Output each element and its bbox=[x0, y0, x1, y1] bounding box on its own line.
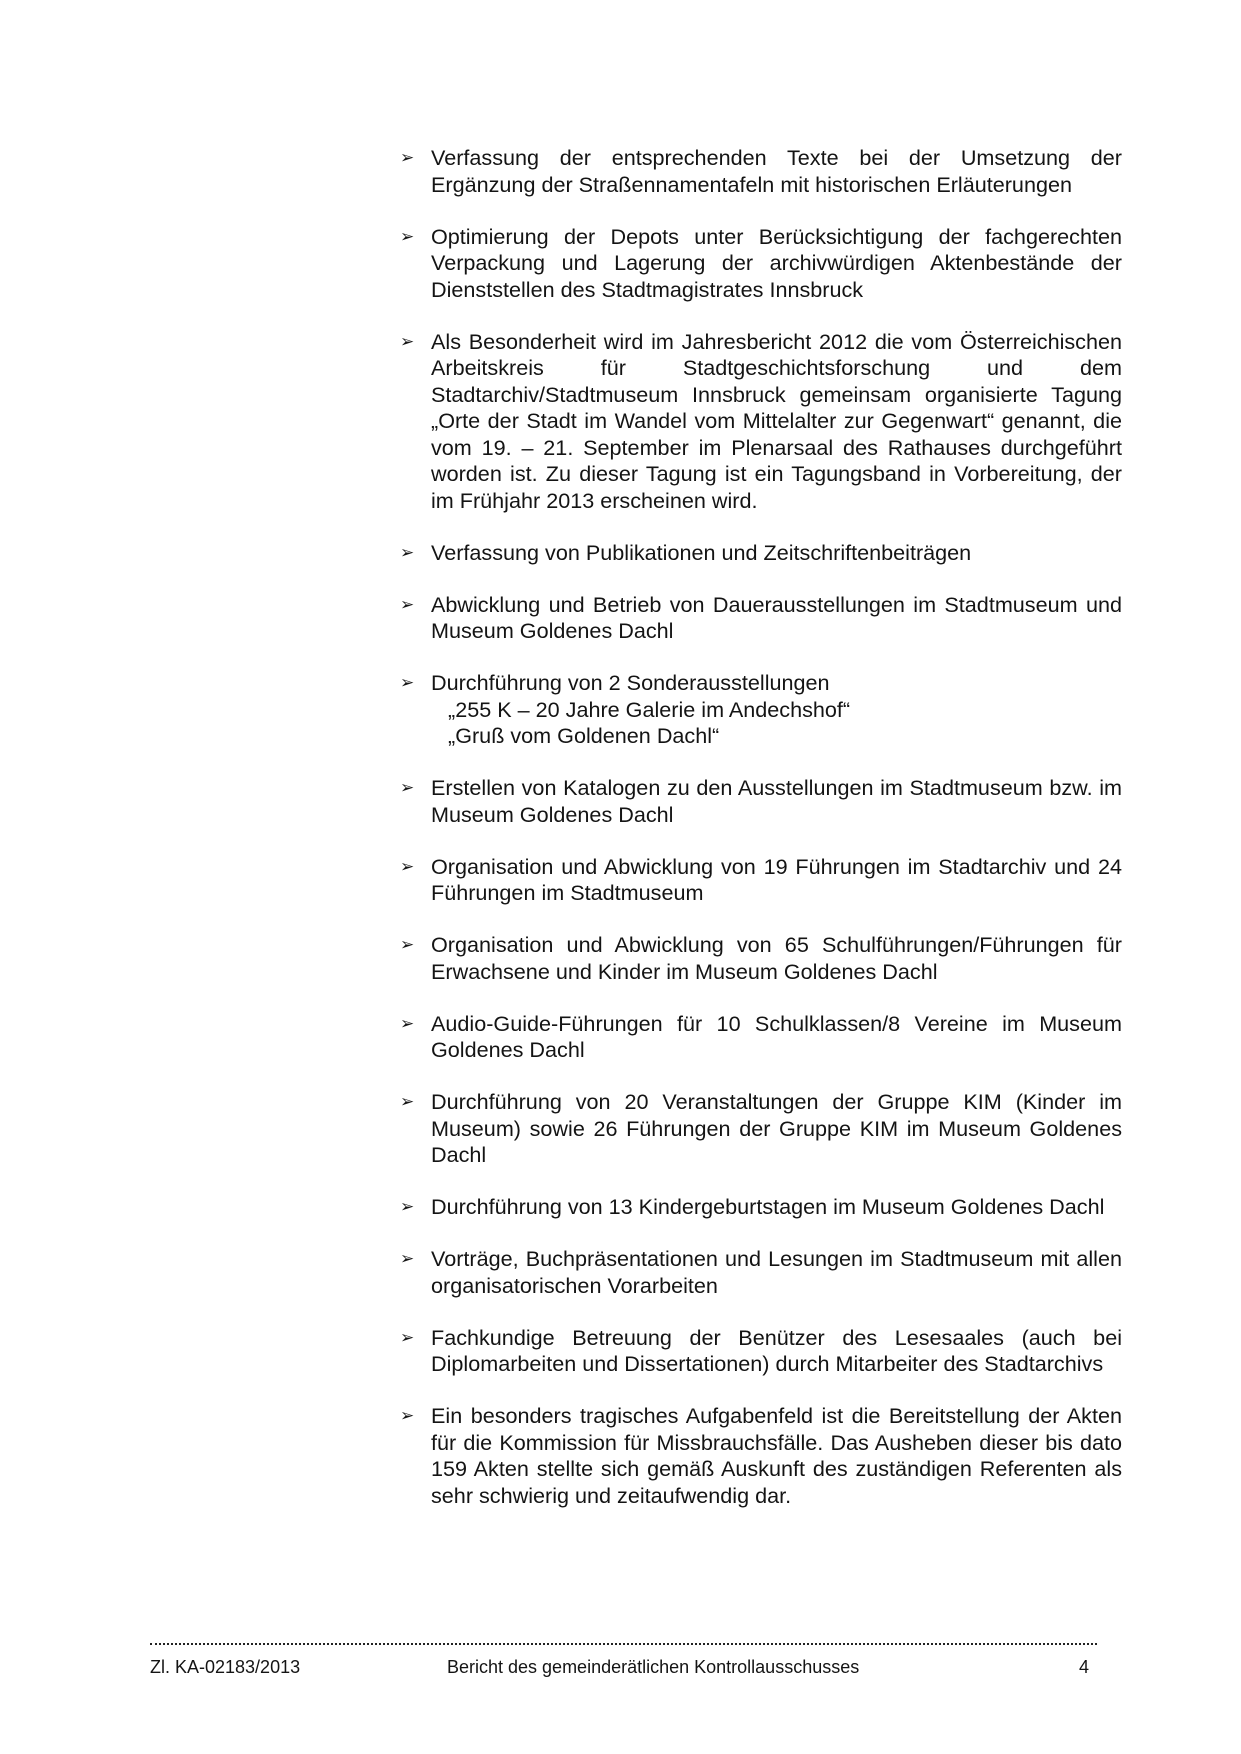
arrow-bullet-icon: ➢ bbox=[400, 856, 415, 876]
arrow-bullet-icon: ➢ bbox=[400, 1013, 415, 1033]
list-item bbox=[400, 1011, 1122, 1064]
list-item bbox=[400, 1089, 1122, 1169]
list-item-text: Durchführung von 13 Kindergeburtstagen im Museum Goldenes Dachl bbox=[431, 1194, 1105, 1219]
list-item-text: Fachkundige Betreuung der Benützer des Lesesaales (auch bei Diplomarbeiten und Dissertationen) durch Mitarbeiter des Stadtarchivs bbox=[431, 1324, 1122, 1376]
list-item-text: Abwicklung und Betrieb von Dauerausstellungen im Stadtmuseum und Museum Goldenes Dachl bbox=[431, 591, 1122, 643]
list-item bbox=[400, 224, 1122, 304]
footer-report-title: Bericht des gemeinderätlichen Kontrollausschusses bbox=[447, 1657, 860, 1677]
list-item bbox=[400, 775, 1122, 828]
arrow-bullet-icon: ➢ bbox=[400, 594, 415, 614]
arrow-bullet-icon: ➢ bbox=[400, 331, 415, 351]
list-item-text: Verfassung der entsprechenden Texte bei der Umsetzung der Ergänzung der Straßennamentafeln mit historischen Erläuterungen bbox=[431, 145, 1122, 197]
list-item bbox=[400, 1325, 1122, 1378]
arrow-bullet-icon: ➢ bbox=[400, 778, 415, 797]
arrow-bullet-icon: ➢ bbox=[400, 1327, 415, 1347]
list-item bbox=[400, 592, 1122, 645]
arrow-bullet-icon: ➢ bbox=[400, 542, 415, 562]
arrow-bullet-icon: ➢ bbox=[400, 1406, 415, 1425]
exhibition-title: „255 K – 20 Jahre Galerie im Andechshof“ bbox=[448, 696, 851, 722]
list-item-text: Verfassung von Publikationen und Zeitschriftenbeiträgen bbox=[431, 539, 972, 565]
list-item bbox=[400, 145, 1122, 198]
list-item-text: Durchführung von 20 Veranstaltungen der Gruppe KIM (Kinder im Museum) sowie 26 Führungen der Gruppe KIM im Museum Goldenes Dachl bbox=[431, 1089, 1122, 1167]
list-item bbox=[400, 854, 1122, 907]
exhibition-title: „Gruß vom Goldenen Dachl“ bbox=[448, 723, 720, 748]
page-number: 4 bbox=[1078, 1657, 1089, 1677]
list-item bbox=[400, 1246, 1122, 1299]
list-item-text: Organisation und Abwicklung von 65 Schulführungen/Führungen für Erwachsene und Kinder im Museum Goldenes Dachl bbox=[431, 932, 1122, 984]
list-item bbox=[400, 1194, 1122, 1221]
arrow-bullet-icon: ➢ bbox=[400, 935, 415, 954]
arrow-bullet-icon: ➢ bbox=[400, 1249, 415, 1268]
list-item bbox=[400, 670, 1122, 750]
list-item bbox=[400, 540, 1122, 567]
page-footer bbox=[150, 1656, 1097, 1678]
list-item bbox=[400, 329, 1122, 515]
list-item-text: Ein besonders tragisches Aufgabenfeld ist die Bereitstellung der Akten für die Kommission für Missbrauchsfälle. Das Ausheben dieser bis dato 159 Akten stellte sich gemäß Auskunft des zuständigen Referenten als sehr schwierig und zeitaufwendig dar. bbox=[431, 1403, 1122, 1508]
list-item-text: Erstellen von Katalogen zu den Ausstellungen im Stadtmuseum bzw. im Museum Goldenes Dachl bbox=[431, 775, 1122, 827]
list-item bbox=[400, 1403, 1122, 1509]
arrow-bullet-icon: ➢ bbox=[400, 226, 415, 246]
list-item-text: Organisation und Abwicklung von 19 Führungen im Stadtarchiv und 24 Führungen im Stadtmuseum bbox=[431, 853, 1122, 905]
list-item-text: Optimierung der Depots unter Berücksichtigung der fachgerechten Verpackung und Lagerung der archivwürdigen Aktenbestände der Dienststellen des Stadtmagistrates Innsbruck bbox=[431, 223, 1122, 302]
arrow-bullet-icon: ➢ bbox=[400, 1092, 415, 1111]
list-item bbox=[400, 932, 1122, 985]
arrow-bullet-icon: ➢ bbox=[400, 673, 415, 692]
list-item-text: Als Besonderheit wird im Jahresbericht 2012 die vom Österreichischen Arbeitskreis für Stadtgeschichtsforschung und dem Stadtarchiv/Stadtmuseum Innsbruck gemeinsam organisierte Tagung „Orte der Stadt im Wandel vom Mittelalter zur Gegenwart“ genannt, die vom 19. – 21. September im Plenarsaal des Rathauses durchgeführt worden ist. Zu dieser Tagung ist ein Tagungsband in Vorbereitung, der im Frühjahr 2013 erscheinen wird. bbox=[431, 328, 1122, 513]
footer-reference-number: Zl. KA-02183/2013 bbox=[150, 1657, 301, 1677]
arrow-bullet-icon: ➢ bbox=[400, 148, 415, 167]
list-item-text: Audio-Guide-Führungen für 10 Schulklassen/8 Vereine im Museum Goldenes Dachl bbox=[431, 1010, 1122, 1062]
list-item-text: Vorträge, Buchpräsentationen und Lesungen im Stadtmuseum mit allen organisatorischen Vorarbeiten bbox=[431, 1246, 1122, 1298]
arrow-bullet-icon: ➢ bbox=[400, 1197, 415, 1216]
bullet-list bbox=[400, 145, 1122, 1535]
list-item-text: Durchführung von 2 Sonderausstellungen bbox=[431, 670, 830, 695]
footer-dotted-divider bbox=[150, 1643, 1097, 1645]
